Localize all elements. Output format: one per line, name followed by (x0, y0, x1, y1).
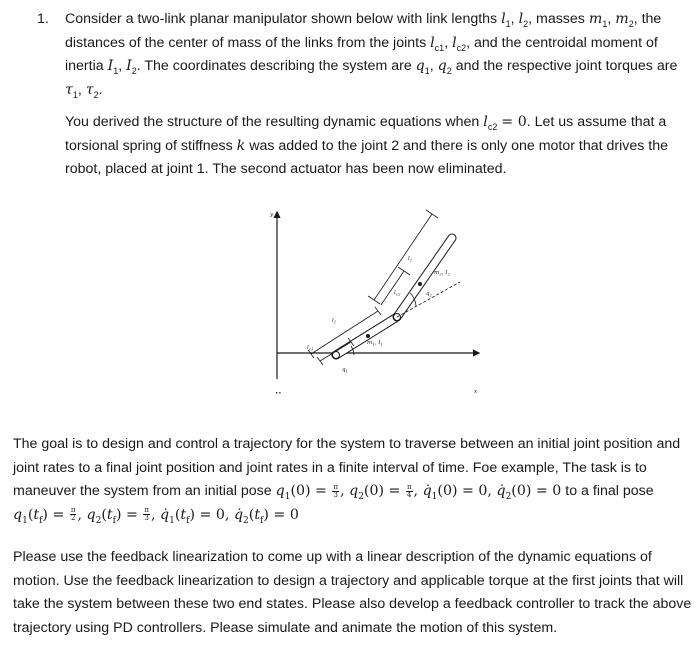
label-q2: $q_2$ (426, 291, 433, 298)
problem-statement-paragraph: Consider a two-link planar manipulator shown below with link lengths $l_1$, $l_2$, masses $m_1$, $m_2$, the distances of the center of mass of the links from the joints $l_{c1}$, $l_{c2}$, and the centroidal moment of inertia $I_1$, $I_2$. The coordinates describing the system are $q_1$, $q_2$ and the respective joint torques are $\tau_1$, $\tau_2$. (65, 11, 678, 100)
para1-text-2: , masses (528, 11, 585, 27)
para1-text-3: , the distances of the center of mass of the links from the joints (65, 11, 662, 51)
label-l1: $l_1$ (332, 318, 337, 325)
label-q1: $q_1$ (342, 367, 349, 374)
label-m1-I1: $m_1$, $I_1$ (367, 340, 383, 347)
label-m2-I2: $m_2$, $I_2$ (434, 270, 450, 277)
instructions-paragraph: Please use the feedback linearization to come up with a linear description of the dynamic equations of motion. Use the feedback linearization to design a trajectory and applicable torque at the first joints that will take the system between these two end states. Please also develop a feedback controller to track the above trajectory using PD controllers. Please simulate and animate the motion of this system. (13, 549, 692, 636)
para2-text-3: was added to the joint 2 and there is only one motor that drives the robot, placed at joint 1. The second actuator has been now eliminated. (65, 137, 669, 177)
label-l2: $l_2$ (408, 256, 413, 263)
para1-text-6: and the respective joint torques are (455, 58, 678, 74)
para1-text-5: . The coordinates describing the system are (136, 58, 412, 74)
para2-text-1: You derived the structure of the resulting dynamic equations when (65, 114, 480, 130)
x-axis-label: x (474, 389, 478, 395)
manipulator-figure (250, 196, 495, 404)
para3-text-1: The goal is to design and control a trajectory for the system to traverse between an initial joint position and joint rates to a final joint position and joint rates in a finite interval of time. Foe example, The task is to maneuver the system from an initial pose (13, 436, 681, 499)
y-axis-label: y (270, 212, 274, 218)
trajectory-goal-paragraph: The goal is to design and control a trajectory for the system to traverse between an initial joint position and joint rates to a final joint position and joint rates in a finite interval of time. Foe example, The task is to maneuver the system from an initial pose $q_1(0)$ = $\frac{\pi}{3}$ , $q_2(0)$ = $\frac{\pi}{4}$ , $q̇_1(0) = 0$, $q̇_2(0) = 0$ to a final pose $q_1(t_f)$ = $\frac{\pi}{2}$ , $q_2(t_f)$ = $\frac{\pi}{3}$ , $q̇_1(t_f) = 0$, $q̇_2(t_f) = 0$ (13, 436, 681, 526)
svg-text:••: •• (275, 391, 282, 397)
com-2 (418, 282, 422, 286)
problem-number: 1. (37, 11, 49, 27)
para1-text-1: Consider a two-link planar manipulator shown below with link lengths (65, 11, 498, 27)
spring-modification-paragraph: You derived the structure of the resulting dynamic equations when $l_{c2} = 0$. Let us assume that a torsional spring of stiffness k was added to the joint 2 and there is only one motor that drives the robot, placed at joint 1. The second actuator has been now eliminated. (65, 114, 669, 177)
para2-text-2: . Let us assume that a torsional spring of stiffness (65, 114, 667, 154)
label-lc2: $l_{c2}$ (394, 290, 401, 297)
para1-text-4: , and the centroidal moment of inertia (65, 34, 658, 74)
com-1 (366, 334, 370, 338)
para3-text-2: to a final pose (565, 483, 654, 499)
label-lc1: $l_{c1}$ (307, 345, 314, 352)
